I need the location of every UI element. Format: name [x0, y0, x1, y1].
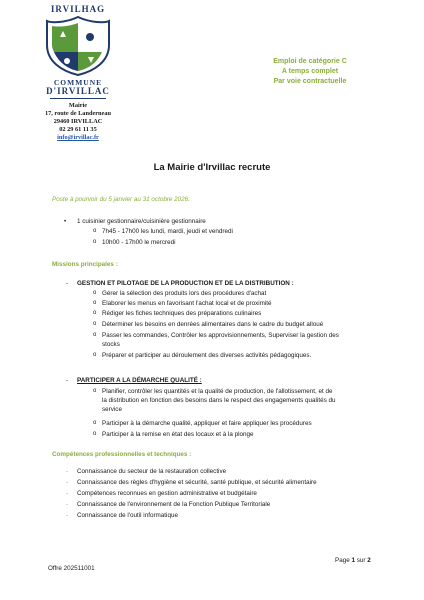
mission-item: Déterminer les besoins en denrées alimentaires dans le cadre du budget alloué [102, 321, 324, 328]
mission-item-continued: service [102, 406, 122, 413]
mission-item: Elaborer les menus en favorisant l'achat local et de proximité [102, 300, 272, 307]
mission-item: Rédiger les fiches techniques des préparations culinaires [102, 310, 262, 317]
address-line: 17, route de Landerneau [44, 110, 111, 117]
circle-bullet-icon: o [93, 352, 97, 358]
phone-number: 02 29 61 11 35 [59, 126, 97, 133]
divider [50, 98, 106, 99]
mission-item: Participer à la remise en état des locaux et à la plonge [102, 431, 254, 438]
mission-item-continued: stocks [102, 341, 120, 348]
page-number [335, 557, 371, 564]
circle-bullet-icon: o [93, 388, 97, 394]
offer-reference: Offre 202511001 [48, 565, 95, 572]
mission-item: Gérer la sélection des produits lors des procédures d'achat [102, 290, 267, 297]
job-category: Emploi de catégorie C [273, 58, 347, 65]
mission-item: Préparer et participer au déroulement des diverses activités pédagogiques. [102, 352, 312, 359]
job-schedule-type: A temps complet [281, 68, 339, 75]
circle-bullet-icon: o [93, 300, 97, 306]
dash-icon: - [66, 490, 69, 497]
dash-icon: - [66, 501, 69, 508]
skills-heading: Compétences professionnelles et techniques : [52, 451, 192, 458]
mission-item: Planifier, contrôler les quantités et la qualité de production, de l'allotissement, et de [102, 388, 333, 395]
dash-icon: - [66, 280, 69, 287]
dash-icon: - [66, 468, 69, 475]
mission-heading: GESTION ET PILOTAGE DE LA PRODUCTION ET DE LA DISTRIBUTION : [77, 280, 294, 287]
bullet-dot-icon: • [64, 218, 67, 225]
schedule-item: 7h45 - 17h00 les lundi, mardi, jeudi et vendredi [102, 228, 233, 235]
posting-period: Poste à pourvoir du 5 janvier au 31 octobre 2026. [52, 196, 190, 203]
job-contract-type: Par voie contractuelle [273, 78, 347, 85]
circle-bullet-icon: o [93, 290, 97, 296]
skill-item: Compétences reconnues en gestion administrative et budgétaire [77, 490, 257, 497]
position-label: 1 cuisinier gestionnaire/cuisinière gestionnaire [77, 218, 206, 225]
mission-item-continued: la distribution en fonction des besoins dans le respect des engagements qualités du [102, 397, 336, 404]
missions-heading: Missions principales : [52, 261, 118, 268]
skill-item: Connaissance de l'environnement de la Fonction Publique Territoriale [77, 501, 271, 508]
skill-item: Connaissance de l'outil informatique [77, 512, 178, 519]
page-mid: sur [354, 557, 368, 564]
address-line: Mairie [68, 102, 88, 109]
commune-name: D'IRVILLAC [46, 86, 110, 96]
dash-icon: - [66, 479, 69, 486]
email-link[interactable]: info@irvillac.fr [57, 134, 99, 141]
circle-bullet-icon: o [93, 420, 97, 426]
address-line: 29460 IRVILLAC [53, 118, 103, 125]
skill-item: Connaissance des règles d'hygiène et sécurité, santé publique, et sécurité alimentaire [77, 479, 317, 486]
schedule-item: 10h00 - 17h00 le mercredi [102, 239, 176, 246]
dash-icon: - [66, 512, 69, 519]
mission-item: Passer les commandes, Contrôler les approvisionnements, Superviser la gestion des [102, 332, 339, 339]
page-total: 2 [367, 557, 371, 564]
circle-bullet-icon: o [93, 310, 97, 316]
circle-bullet-icon: o [93, 431, 97, 437]
circle-bullet-icon: o [93, 228, 97, 234]
page-prefix: Page [335, 557, 352, 564]
town-name: IRVILHAG [50, 4, 106, 14]
circle-bullet-icon: o [93, 239, 97, 245]
mission-item: Participer à la démarche qualité, appliquer et faire appliquer les procédures [102, 420, 312, 427]
circle-bullet-icon: o [93, 321, 97, 327]
dash-icon: - [66, 377, 69, 384]
mission-heading: PARTICIPER A LA DÉMARCHE QUALITÉ : [77, 377, 202, 384]
circle-bullet-icon: o [93, 332, 97, 338]
page-title: La Mairie d'Irvillac recrute [153, 162, 271, 173]
page-current: 1 [351, 557, 355, 564]
skill-item: Connaissance du secteur de la restauration collective [77, 468, 227, 475]
commune-label: COMMUNE [53, 78, 103, 87]
coat-of-arms-logo [43, 15, 113, 77]
